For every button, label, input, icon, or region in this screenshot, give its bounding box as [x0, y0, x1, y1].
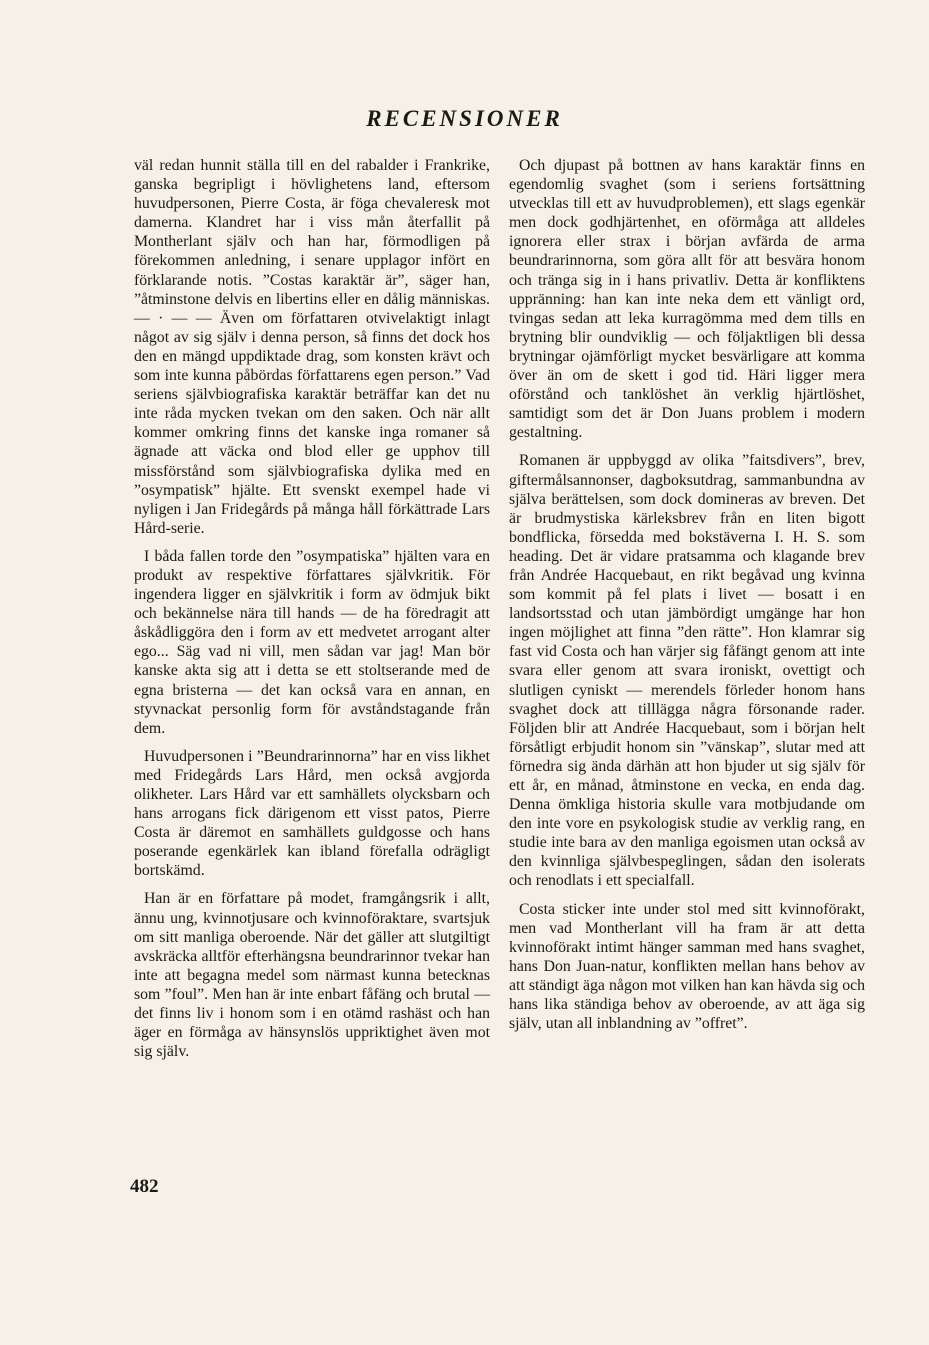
- running-header: RECENSIONER: [366, 106, 563, 131]
- paragraph: Och djupast på bottnen av hans karaktär finns en egendomlig svaghet (som i seriens fortsättning utvecklas till ett av huvudproblemen), ett slags egenkär men dock godhjärtenhet, en oförmåga att alldeles ignorera eller strax i början avfärda de arma beundrarinnorna, som göra allt för att besvära honom och tränga sig in i hans privatliv. Detta är konfliktens uppränning: han kan inte neka dem ett vänligt ord, tvingas sedan att leka kurragömma med dem tills en brytning blir oundviklig — och följaktligen bli dessa brytningar ojämförligt mycket besvärligare att komma över än om de skett i god tid. Häri ligger mera oförstånd och tanklöshet än verklig hjärtlöshet, samtidigt som det är Don Juans problem i modern gestaltning.: [509, 157, 865, 442]
- paragraph: Romanen är uppbyggd av olika ”faitsdivers”, brev, giftermålsannonser, dagboksutdrag, sammanbundna av själva berättelsen, som dock domineras av breven. Det är brudmystiska kärleksbrev från en liten bigott bondflicka, försedda med bokstäverna I. H. S. som heading. Det är vidare pratsamma och klagande brev från Andrée Hacquebaut, en rikt begåvad ung kvinna som kommit på fel plats i livet — bosatt i en landsortsstad och utan jämbördigt umgänge har hon ingen möjlighet att finna ”den rätte”. Hon klamrar sig fast vid Costa och han värjer sig fåfängt genom att inte svara eller genom att svara ironiskt, ovettigt och slutligen cyniskt — merendels förleder honom hans svaghet dock att tilllägga några försonande rader. Följden blir att Andrée Hacquebaut, som i början helt försåtligt erbjudit honom sin ”vänskap”, slutar med att förnedra sig ända därhän att hon bjuder ut sig själv för ett år, en månad, åtminstone en vecka, en enda dag. Denna ömkliga historia skulle vara motbjudande om den inte vore en psykologisk studie av verklig rang, en studie inte bara av den manliga egoismen utan också av den kvinnliga självbespeglingen, sådan den isolerats och renodlats i ett specialfall.: [509, 452, 865, 890]
- left-column: [134, 156, 490, 1061]
- paragraph: Huvudpersonen i ”Beundrarinnorna” har en viss likhet med Fridegårds Lars Hård, men också avgjorda olikheter. Lars Hård var ett samhällets olycksbarn och hans arrogans fick därigenom ett visst patos, Pierre Costa är däremot en samhällets guldgosse och hans poserande egenkärlek kan ibland förefalla odrägligt bortskämd.: [134, 747, 490, 880]
- paragraph: Costa sticker inte under stol med sitt kvinnoförakt, men vad Montherlant vill ha fram är att detta kvinnoförakt intimt hänger samman med hans svaghet, hans Don Juan-natur, konflikten mellan hans behov av att ständigt äga någon mot vilken han kan hävda sig och hans lika ständiga behov av oberoende, av att äga sig själv, utan all inblandning av ”offret”.: [509, 900, 865, 1033]
- page-number: 482: [130, 1176, 159, 1197]
- paragraph: väl redan hunnit ställa till en del rabalder i Frankrike, ganska begripligt i hövlighetens land, eftersom huvudpersonen, Pierre Costa, är föga chevaleresk mot damerna. Klandret har i viss mån återfallit på Montherlant själv och han har, förmodligen på förekommen anledning, i senare upplagor infört en förklarande notis. ”Costas karaktär är”, säger han, ”åtminstone delvis en libertins eller en dålig människas. — · — — Även om författaren otvivelaktigt inlagt något av sig själv i denna person, så finns det dock hos den en mängd uppdiktade drag, som konsten krävt och som inte kunna påbördas författarens egen person.” Vad seriens självbiografiska karaktär beträffar kan det nu inte råda mycken tvekan om den saken. Och när allt kommer omkring finns det kanske inga romaner så ägnade att väcka ond blod eller ge upphov till missförstånd som självbiografiska dylika med en ”osympatisk” hjälte. Ett svenskt exempel hade vi nyligen i Jan Fridegårds på många håll förkättrade Lars Hård-serie.: [134, 157, 490, 537]
- right-column: [509, 156, 865, 1033]
- paragraph: Han är en författare på modet, framgångsrik i allt, ännu ung, kvinnotjusare och kvinnoföraktare, svartsjuk om sitt manliga oberoende. När det gäller att slutgiltigt avskräcka alltför efterhängsna beundrarinnor tvekar han inte att begagna medel som närmast kunna betecknas som ”foul”. Men han är inte enbart fåfäng och brutal — det finns liv i honom som i en otämd rashäst och han äger en förmåga av hänsynslös uppriktighet även mot sig själv.: [134, 890, 490, 1061]
- paragraph: I båda fallen torde den ”osympatiska” hjälten vara en produkt av respektive författares självkritik. För ingendera ligger en självkritik i form av ödmjuk bikt och bekännelse nära till hands — de ha föredragit att åskådliggöra den i form av ett medvetet arrogant alter ego... Säg vad ni vill, men sådan var jag! Man bör kanske akta sig att i detta se ett stoltserande med de egna bristerna — det kan också vara en annan, en styvnackat personlig form för avståndstagande från dem.: [134, 547, 490, 737]
